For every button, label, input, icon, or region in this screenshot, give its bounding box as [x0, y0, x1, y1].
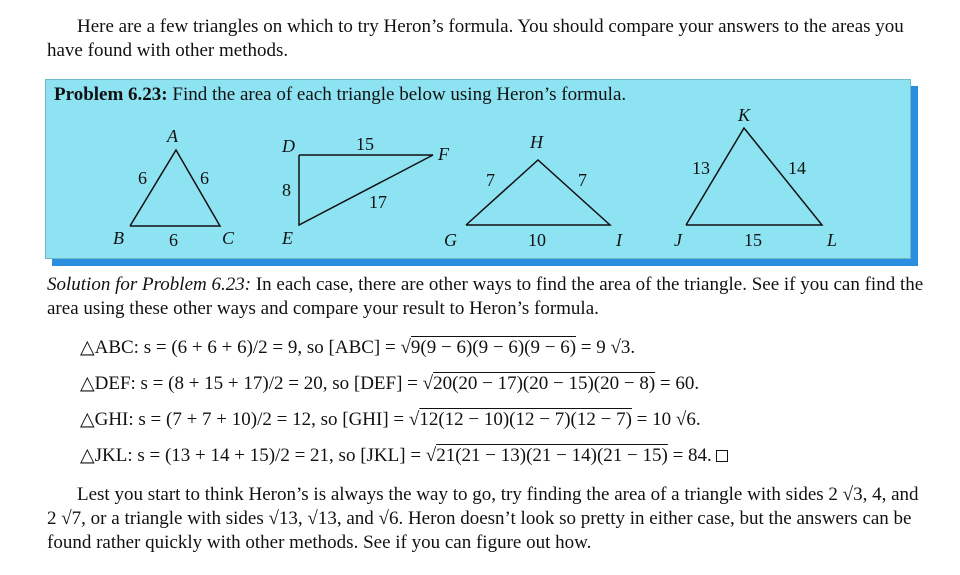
vertex-G: G: [444, 230, 457, 250]
solution-text: In each case, there are other ways to find the area of the triangle. See if you can find the area using these other ways and compare your result to Heron’s formula.: [47, 274, 924, 319]
equation-jkl-lhs: △JKL: s = (13 + 14 + 15)/2 = 21, so [JKL] = √: [80, 445, 437, 466]
side-EF: 17: [369, 192, 387, 212]
equation-abc: [80, 336, 635, 360]
side-JK: 13: [692, 158, 710, 178]
triangle-diagrams: [46, 80, 910, 258]
vertex-K: K: [738, 105, 751, 125]
solution-label: Solution for Problem 6.23:: [47, 274, 252, 295]
side-AB: 6: [138, 168, 147, 188]
problem-label: Problem 6.23:: [54, 84, 168, 105]
equation-abc-radicand: 9(9 − 6)(9 − 6)(9 − 6): [410, 337, 577, 358]
equation-ghi: [80, 408, 701, 432]
side-GH: 7: [486, 170, 495, 190]
vertex-F: F: [438, 144, 449, 164]
problem-text: Find the area of each triangle below using Heron’s formula.: [172, 84, 627, 105]
vertex-C: C: [222, 228, 235, 248]
equation-ghi-radicand: 12(12 − 10)(12 − 7)(12 − 7): [419, 409, 632, 430]
intro-paragraph: Here are a few triangles on which to try Heron’s formula. You should compare your answers to the areas you have found with other methods.: [47, 16, 904, 61]
side-KL: 14: [788, 158, 806, 178]
equation-def: [80, 372, 699, 396]
equation-jkl-rhs: = 84.: [667, 445, 712, 466]
side-DE: 8: [282, 180, 291, 200]
side-DF: 15: [356, 134, 374, 154]
vertex-H: H: [530, 132, 543, 152]
equation-def-rhs: = 60.: [655, 373, 700, 394]
vertex-J: J: [674, 230, 682, 250]
triangle-def: [281, 134, 450, 248]
vertex-I: I: [616, 230, 622, 250]
side-AC: 6: [200, 168, 209, 188]
solution-paragraph: [47, 273, 927, 321]
equation-abc-lhs: △ABC: s = (6 + 6 + 6)/2 = 9, so [ABC] = √: [80, 337, 411, 358]
equation-ghi-rhs: = 10 √6.: [631, 409, 701, 430]
vertex-B: B: [113, 228, 124, 248]
side-GI: 10: [528, 230, 546, 250]
side-HI: 7: [578, 170, 587, 190]
equation-jkl-radicand: 21(21 − 13)(21 − 14)(21 − 15): [436, 445, 668, 466]
vertex-D: D: [282, 136, 295, 156]
equation-jkl: [80, 444, 728, 468]
equation-abc-rhs: = 9 √3.: [576, 337, 636, 358]
equation-ghi-lhs: △GHI: s = (7 + 7 + 10)/2 = 12, so [GHI] = √: [80, 409, 420, 430]
closing-paragraph: Lest you start to think Heron’s is always the way to go, try finding the area of a triangle with sides 2 √3, 4, and 2 √7, or a triangle with sides √13, √13, and √6. Heron doesn’t look so pretty in either case, but the answers can be found rather quickly with other methods. See if you can figure out how.: [47, 484, 919, 553]
qed-square-icon: [716, 450, 728, 462]
triangle-abc: [113, 126, 235, 250]
problem-box: [45, 79, 911, 259]
side-JL: 15: [744, 230, 762, 250]
equation-def-lhs: △DEF: s = (8 + 15 + 17)/2 = 20, so [DEF] = √: [80, 373, 434, 394]
triangle-def-shape: [299, 155, 433, 225]
vertex-E: E: [282, 228, 293, 248]
vertex-L: L: [827, 230, 838, 250]
triangle-jkl: [674, 105, 837, 250]
side-BC: 6: [169, 230, 178, 250]
triangle-abc-shape: [130, 150, 220, 226]
equation-def-radicand: 20(20 − 17)(20 − 15)(20 − 8): [433, 373, 656, 394]
triangle-ghi: [444, 132, 623, 250]
vertex-A: A: [167, 126, 178, 146]
